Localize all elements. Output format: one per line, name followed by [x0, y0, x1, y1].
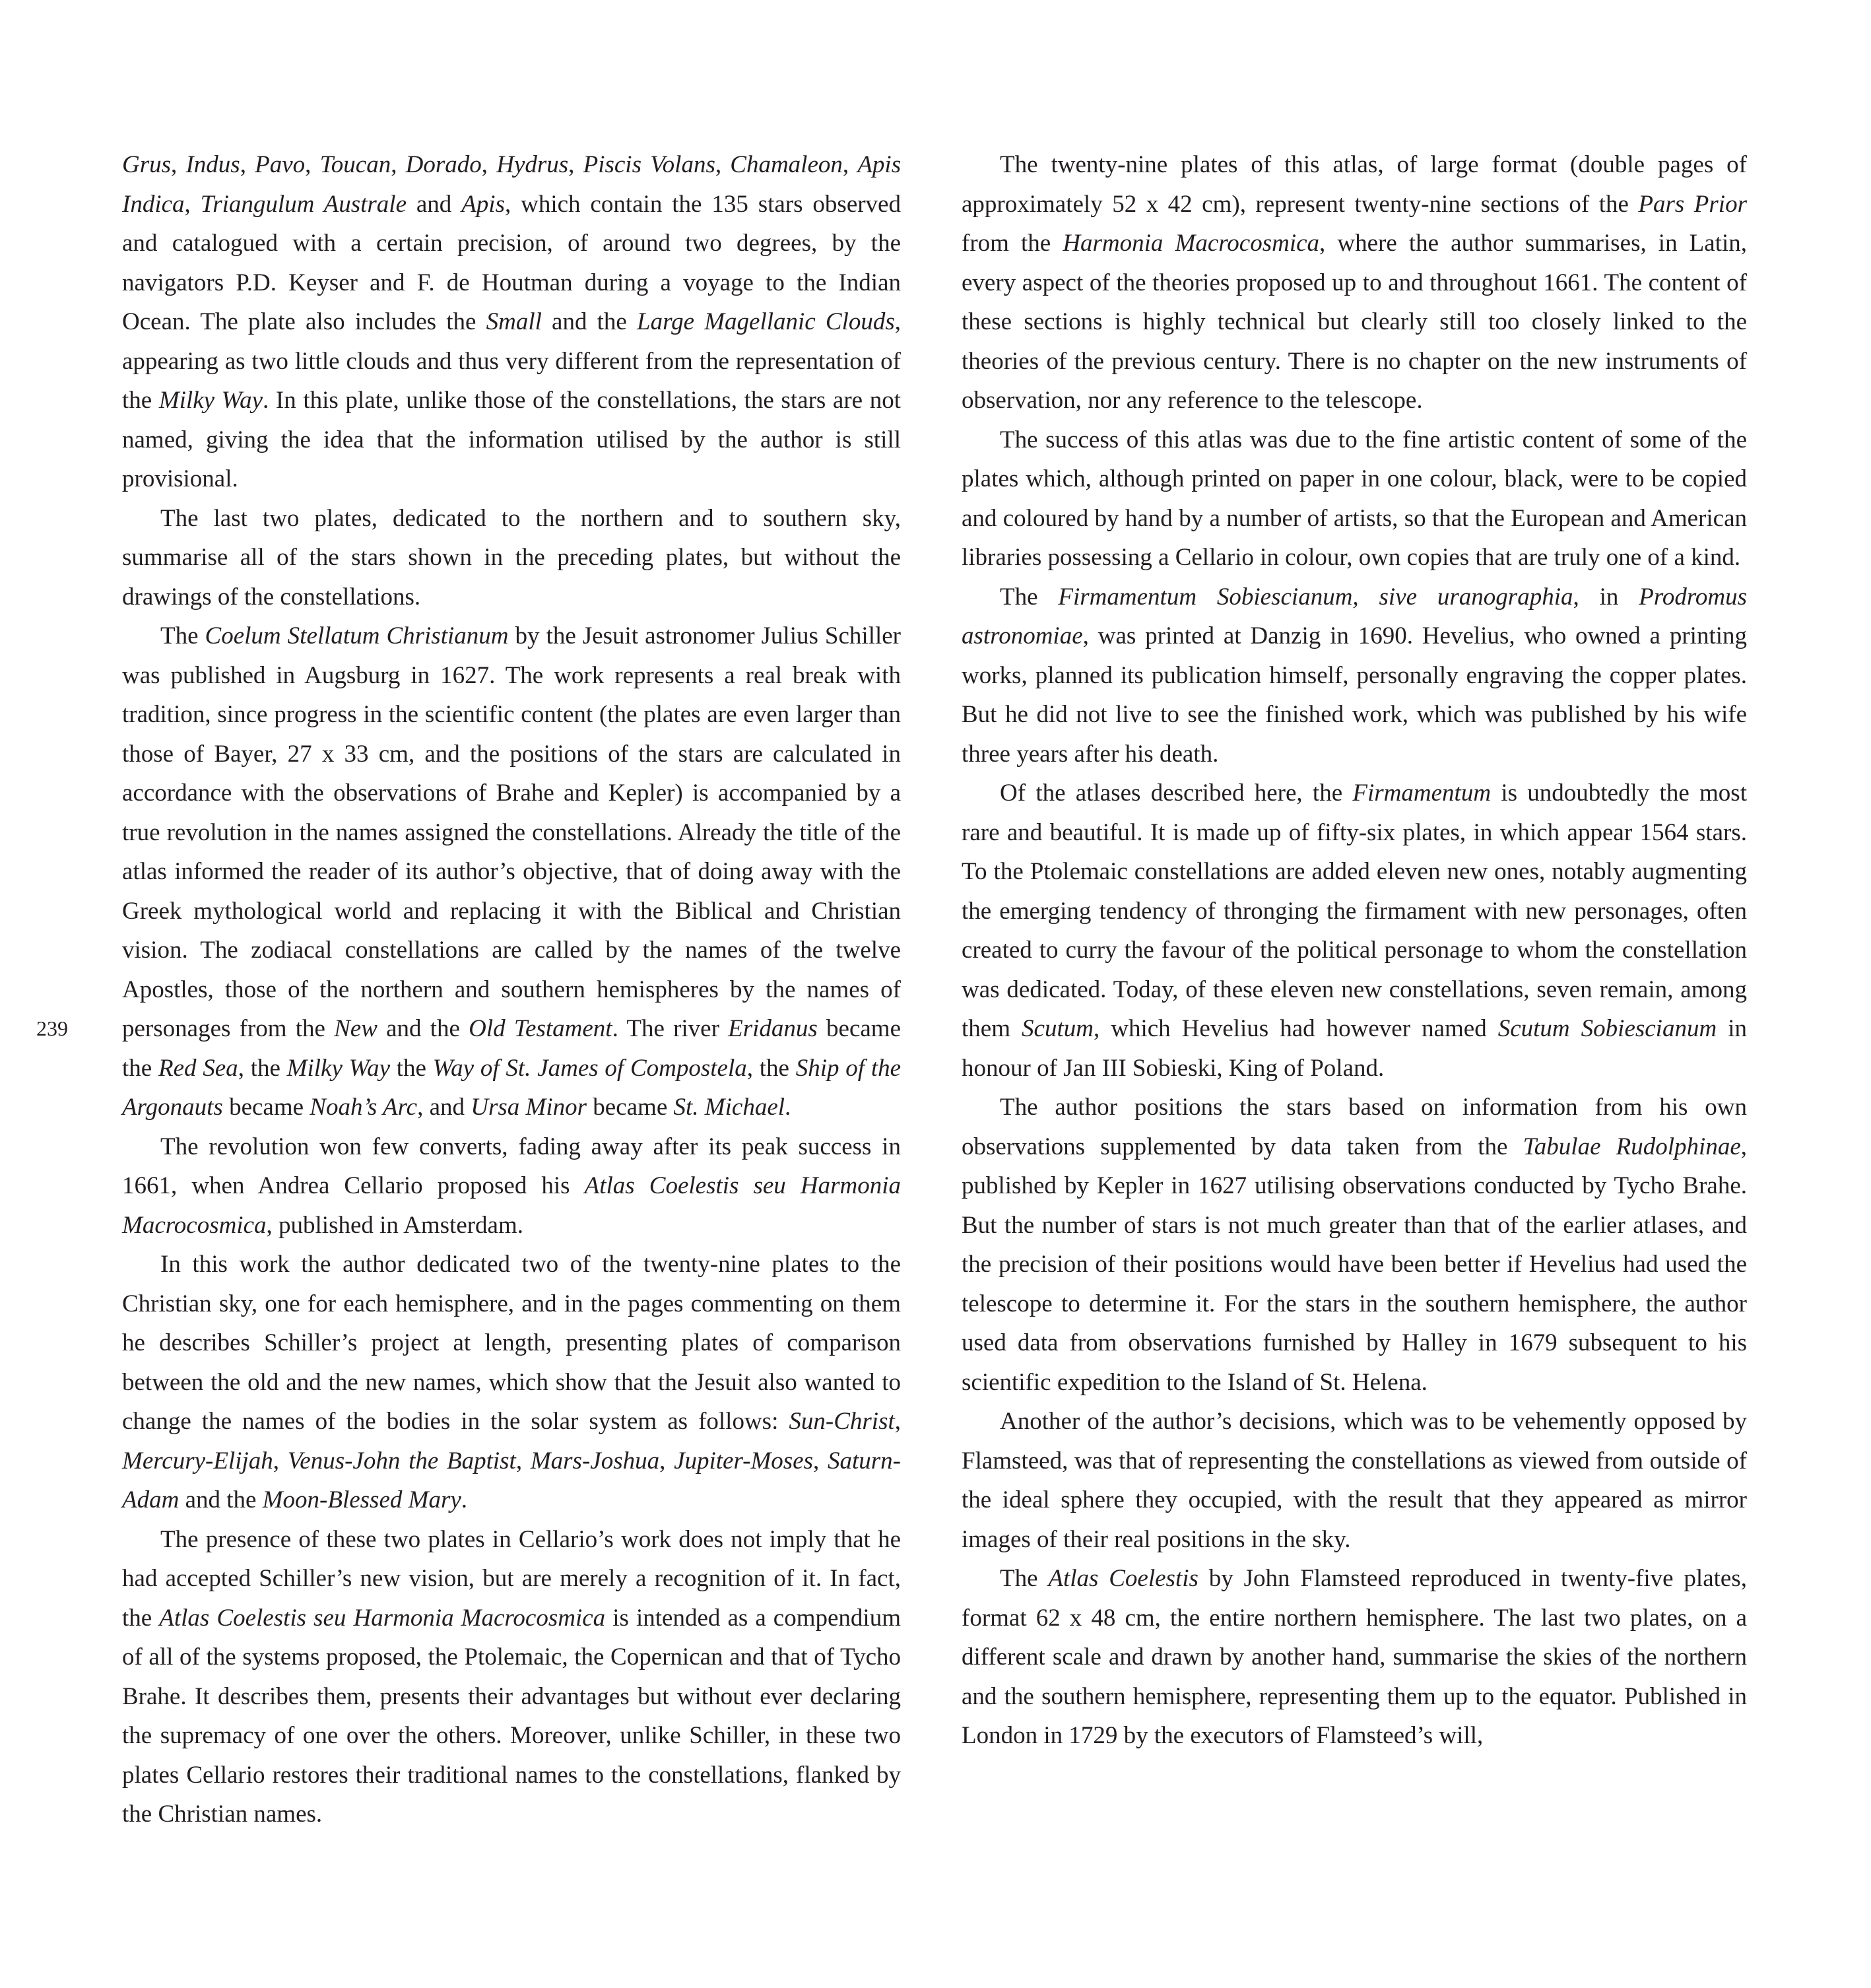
paragraph: The presence of these two plates in Cellario’s work does not imply that he had accepted Schiller’s new vision, but are merely a recognition of it. In fact, the Atlas Coelestis seu Harmonia Macrocosmica is intended as a compendium of all of the systems proposed, the Ptolemaic, the Copernican and that of Tycho Brahe. It describes them, presents their advantages but without ever declaring the supremacy of one over the others. Moreover, unlike Schiller, in these two plates Cellario restores their traditional names to the constellations, flanked by the Christian names.	[122, 1525, 901, 1828]
paragraph: Grus, Indus, Pavo, Toucan, Dorado, Hydrus, Piscis Volans, Chamaleon, Apis Indica, Triangulum Australe and Apis, which contain the 135 stars observed and catalogued with a certain precision, of around two degrees, by the navigators P.D. Keyser and F. de Houtman during a voyage to the Indian Ocean. The plate also includes the Small and the Large Magellanic Clouds, appearing as two little clouds and thus very different from the representation of the Milky Way. In this plate, unlike those of the constellations, the stars are not named, giving the idea that the information utilised by the author is still provisional.	[122, 151, 902, 492]
paragraph: The Coelum Stellatum Christianum by the Jesuit astronomer Julius Schiller was published in Augsburg in 1627. The work represents a real break with tradition, since progress in the scientific content (the plates are even larger than those of Bayer, 27 x 33 cm, and the positions of the stars are calculated in accordance with the observations of Brahe and Kepler) is accompanied by a true revolution in the names assigned the constellations. Already the title of the atlas informed the reader of its author’s objective, that of doing away with the Greek mythological world and replacing it with the Biblical and Christian vision. The zodiacal constellations are called by the names of the twelve Apostles, those of the northern and southern hemispheres by the names of personages from the New and the Old Testament. The river Eridanus became the Red Sea, the Milky Way the Way of St. James of Compostela, the Ship of the Argonauts became Noah’s Arc, and Ursa Minor became St. Michael.	[122, 622, 902, 1121]
right-text-column	[962, 145, 1747, 1756]
paragraph: The last two plates, dedicated to the northern and to southern sky, summarise all of the stars shown in the preceding plates, but without the drawings of the constellations.	[122, 504, 901, 611]
left-text-column	[122, 145, 901, 1834]
paragraph: The revolution won few converts, fading away after its peak success in 1661, when Andrea Cellario proposed his Atlas Coelestis seu Harmonia Macrocosmica, published in Amsterdam.	[122, 1133, 901, 1239]
paragraph: Another of the author’s decisions, which was to be vehemently opposed by Flamsteed, was that of representing the constellations as viewed from outside of the ideal sphere they occupied, with the result that they appeared as mirror images of their real positions in the sky.	[962, 1408, 1747, 1553]
page-number: 239	[36, 1016, 68, 1040]
paragraph: The Firmamentum Sobiescianum, sive uranographia, in Prodromus astronomiae, was printed at Danzig in 1690. Hevelius, who owned a printing works, planned its publication himself, personally engraving the copper plates. But he did not live to see the finished work, which was published by his wife three years after his death.	[962, 583, 1748, 768]
paragraph: The author positions the stars based on information from his own observations supplemented by data taken from the Tabulae Rudolphinae, published by Kepler in 1627 utilising observations conducted by Tycho Brahe. But the number of stars is not much greater than that of the earlier atlases, and the precision of their positions would have been better if Hevelius had used the telescope to determine it. For the stars in the southern hemisphere, the author used data from observations furnished by Halley in 1679 subsequent to his scientific expedition to the Island of St. Helena.	[962, 1094, 1747, 1396]
paragraph: The success of this atlas was due to the fine artistic content of some of the plates which, although printed on paper in one colour, black, were to be copied and coloured by hand by a number of artists, so that the European and American libraries possessing a Cellario in colour, own copies that are truly one of a kind.	[962, 426, 1747, 571]
paragraph: Of the atlases described here, the Firmamentum is undoubtedly the most rare and beautiful. It is made up of fifty-six plates, in which appear 1564 stars. To the Ptolemaic constellations are added eleven new ones, notably augmenting the emerging tendency of thronging the firmament with new personages, often created to curry the favour of the political personage to whom the constellation was dedicated. Today, of these eleven new constellations, seven remain, among them Scutum, which Hevelius had however named Scutum Sobiescianum in honour of Jan III Sobieski, King of Poland.	[962, 779, 1747, 1082]
paragraph: The twenty-nine plates of this atlas, of large format (double pages of approximately 52 x 42 cm), represent twenty-nine sections of the Pars Prior from the Harmonia Macrocosmica, where the author summarises, in Latin, every aspect of the theories proposed up to and throughout 1661. The content of these sections is highly technical but clearly still too closely linked to the theories of the previous century. There is no chapter on the new instruments of observation, nor any reference to the telescope.	[962, 151, 1748, 414]
paragraph: In this work the author dedicated two of the twenty-nine plates to the Christian sky, one for each hemisphere, and in the pages commenting on them he describes Schiller’s project at length, presenting plates of comparison between the old and the new names, which show that the Jesuit also wanted to change the names of the bodies in the solar system as follows: Sun-Christ, Mercury-Elijah, Venus-John the Baptist, Mars-Joshua, Jupiter-Moses, Saturn-Adam and the Moon-Blessed Mary.	[122, 1251, 901, 1513]
paragraph: The Atlas Coelestis by John Flamsteed reproduced in twenty-five plates, format 62 x 48 cm, the entire northern hemisphere. The last two plates, on a different scale and drawn by another hand, summarise the skies of the northern and the southern hemisphere, representing them up to the equator. Published in London in 1729 by the executors of Flamsteed’s will,	[962, 1565, 1747, 1749]
